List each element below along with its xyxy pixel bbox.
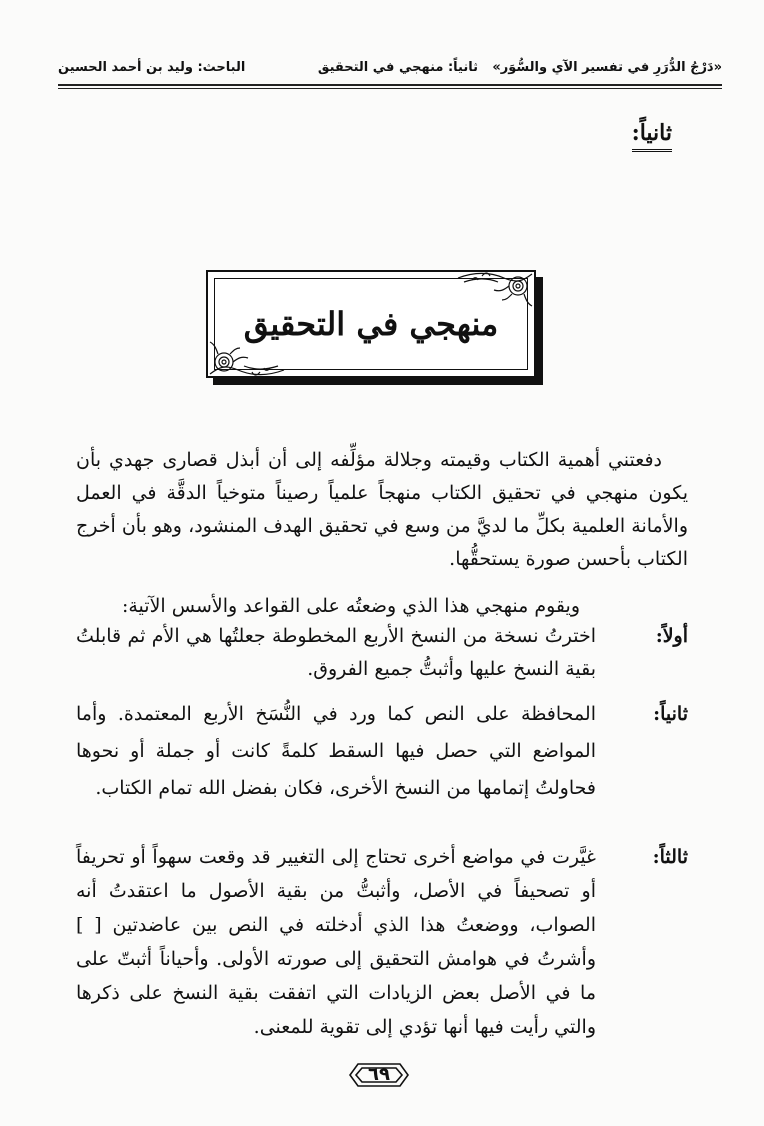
header-divider-thin xyxy=(58,88,722,89)
item-text: اخترتُ نسخة من النسخ الأربع المخطوطة جعلتُها هي الأم ثم قابلتُ بقية النسخ عليها وأثبتُّ جميع الفروق. xyxy=(76,625,596,680)
header-section-title: ثانياً: منهجي في التحقيق xyxy=(317,60,478,75)
method-item xyxy=(76,696,688,807)
chapter-title: منهجي في التحقيق xyxy=(243,305,499,343)
intro-text: دفعتني أهمية الكتاب وقيمته وجلالة مؤلِّفه إلى أن أبذل قصارى جهدي بأن يكون منهجي في تحقيق الكتاب منهجاً علمياً رصيناً متوخياً الدقَّة في العمل والأمانة العلمية بكلِّ ما لديَّ من وسع في تحقيق الهدف المنشود، وهو بأن أخرج الكتاب بأحسن صورة يستحقُّها. xyxy=(76,449,688,570)
header-author: الباحث: وليد بن أحمد الحسين xyxy=(58,60,246,75)
item-text: غيَّرت في مواضع أخرى تحتاج إلى التغيير قد وقعت سهواً أو تحريفاً أو تصحيفاً في الأصل، وأثبتُّ من بقية الأصول ما اعتقدتُ أنه الصواب، ووضعتُ هذا الذي أدخلته في النص بين عاضدتين [ ] وأشرتُ في هوامش التحقيق إلى صورته الأولى. وأحياناً أثبتّ على ما في الأصل بعض الزيادات التي اتفقت بقية النسخ على ذكرها والتي رأيت فيها أنها تؤدي إلى تقوية للمعنى. xyxy=(76,846,596,1038)
page-number-frame xyxy=(346,1060,412,1090)
item-label: ثانياً: xyxy=(653,703,688,725)
intro-paragraph xyxy=(76,444,688,576)
basis-sentence: ويقوم منهجي هذا الذي وضعتُه على القواعد والأسس الآتية: xyxy=(121,595,580,617)
method-item xyxy=(76,620,688,686)
header-book-title: «دَرْجُ الدُّرَرِ في تفسير الآي والسُّوَر» xyxy=(492,60,722,75)
running-header xyxy=(58,56,722,82)
floral-ornament-icon xyxy=(206,338,288,378)
item-label: أولاً: xyxy=(655,625,688,647)
section-label: ثانياً: xyxy=(632,118,672,152)
header-divider xyxy=(58,84,722,86)
page-number: ٦٩ xyxy=(368,1064,390,1085)
title-frame xyxy=(206,270,536,378)
item-text: المحافظة على النص كما ورد في النُّسَخ الأربع المعتمدة. وأما المواضع التي حصل فيها السقط كلمةً كانت أو جملة أو نحوها فحاولتُ إتمامها من النسخ الأخرى، فكان بفضل الله تمام الكتاب. xyxy=(76,703,596,799)
method-item xyxy=(76,840,688,1044)
item-label: ثالثاً: xyxy=(652,846,688,868)
